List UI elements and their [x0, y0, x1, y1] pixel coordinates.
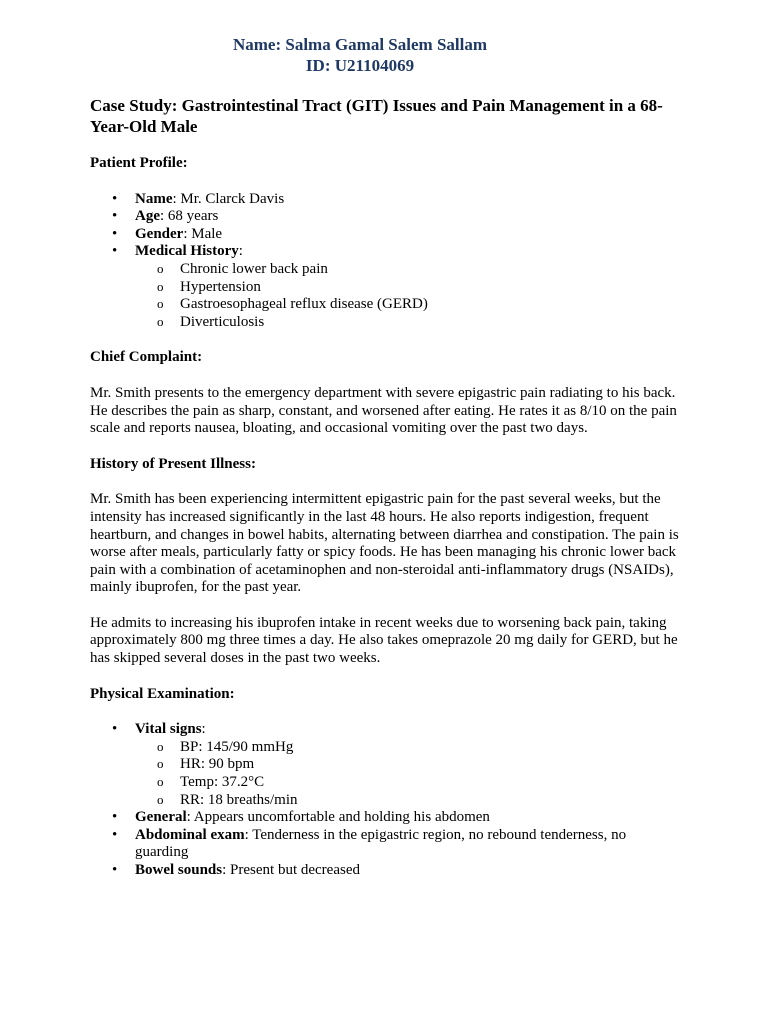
sub-list-item: o Gastroesophageal reflux disease (GERD)	[135, 296, 680, 314]
list-item	[90, 208, 680, 226]
sub-list-item: o BP: 145/90 mmHg	[135, 739, 680, 757]
sub-list-item: o Temp: 37.2°C	[135, 774, 680, 792]
item-label: Age	[135, 208, 160, 225]
item-label: General	[135, 809, 187, 826]
document-header	[140, 34, 580, 76]
physical-exam-list	[90, 721, 680, 879]
list-item	[90, 191, 680, 209]
list-item	[90, 243, 680, 331]
list-item	[90, 809, 680, 827]
sub-list-item: o HR: 90 bpm	[135, 756, 680, 774]
item-value: : Mr. Clarck Davis	[172, 190, 285, 207]
student-id: ID: U21104069	[305, 56, 415, 75]
list-item	[90, 721, 680, 809]
case-study-title: Case Study: Gastrointestinal Tract (GIT) Issues and Pain Management in a 68-Year-Old Male	[90, 96, 663, 136]
item-value: :	[201, 721, 206, 738]
history-heading: History of Present Illness:	[90, 455, 256, 472]
patient-profile-heading: Patient Profile:	[90, 155, 188, 171]
sub-list-item: o Hypertension	[135, 279, 680, 297]
sub-list-item: o Diverticulosis	[135, 314, 680, 332]
item-value: : Appears uncomfortable and holding his abdomen	[186, 809, 490, 826]
item-label: Vital signs	[135, 721, 202, 738]
item-label: Medical History	[135, 243, 239, 260]
patient-profile-list	[90, 191, 680, 332]
document-page	[90, 34, 680, 880]
history-paragraph-1: Mr. Smith has been experiencing intermittent epigastric pain for the past several weeks, but the intensity has increased significantly in the last 48 hours. He also reports indigestion, frequent heartburn, and changes in bowel habits, alternating between diarrhea and constipation. The pain is worse after meals, particularly fatty or spicy foods. He has been managing his chronic lower back pain with a combination of acetaminophen and non-steroidal anti-inflammatory drugs (NSAIDs), mainly ibuprofen, for the past year.	[90, 491, 679, 596]
sub-list-item: o Chronic lower back pain	[135, 261, 680, 279]
medical-history-list	[135, 261, 680, 331]
vital-signs-list	[135, 739, 680, 809]
item-value: : 68 years	[160, 208, 219, 225]
physical-exam-heading: Physical Examination:	[90, 685, 235, 702]
chief-complaint-heading: Chief Complaint:	[90, 349, 203, 366]
history-paragraph-2: He admits to increasing his ibuprofen intake in recent weeks due to worsening back pain, taking approximately 800 mg three times a day. He also takes omeprazole 20 mg daily for GERD, but he has skipped several doses in the past two weeks.	[90, 614, 678, 667]
item-value: : Male	[183, 225, 223, 242]
item-label: Bowel sounds	[135, 862, 223, 878]
item-label: Name	[135, 190, 173, 207]
list-item	[90, 827, 680, 862]
list-item	[90, 862, 680, 880]
chief-complaint-text: Mr. Smith presents to the emergency department with severe epigastric pain radiating to his back. He describes the pain as sharp, constant, and worsened after eating. He rates it as 8/10 on the pain scale and reports nausea, bloating, and occasional vomiting over the past two days.	[90, 384, 677, 437]
item-value: :	[238, 243, 243, 260]
item-value: : Present but decreased	[222, 862, 360, 878]
item-value: : Tenderness in the epigastric region, no rebound tenderness, no guarding	[135, 826, 627, 861]
item-label: Abdominal exam	[135, 826, 245, 843]
sub-list-item: o RR: 18 breaths/min	[135, 792, 680, 810]
list-item	[90, 226, 680, 244]
item-label: Gender	[135, 225, 184, 242]
student-name: Name: Salma Gamal Salem Sallam	[232, 35, 488, 54]
